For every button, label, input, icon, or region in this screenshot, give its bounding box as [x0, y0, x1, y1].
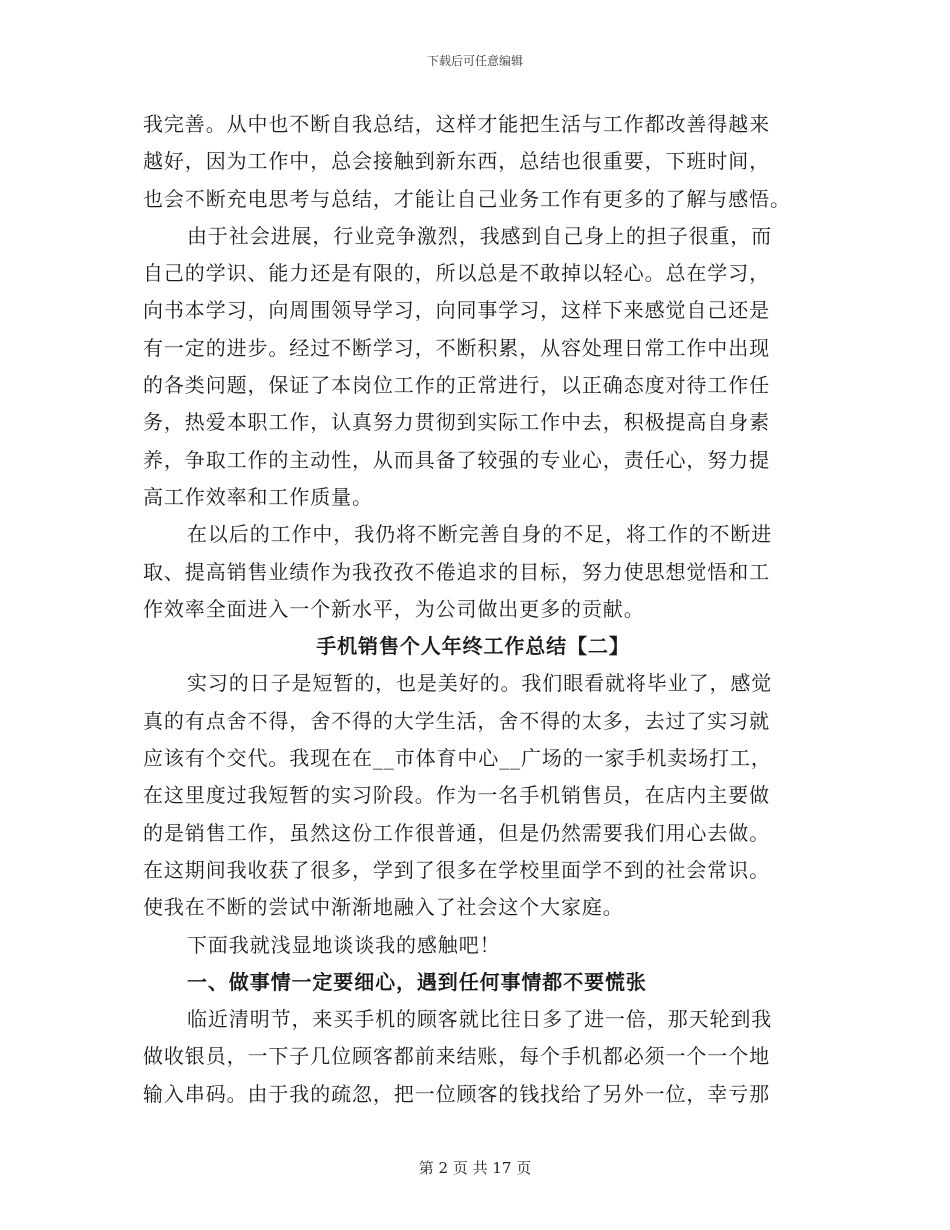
- paragraph-first-line: 在以后的工作中，我仍将不断完善自身的不足，将工作的不断进: [187, 522, 773, 547]
- section-title: 手机销售个人年终工作总结【二】: [316, 634, 630, 659]
- body-line: 应该有个交代。我现在在__市体育中心__广场的一家手机卖场打工，: [143, 746, 772, 771]
- body-line: 的各类问题，保证了本岗位工作的正常进行，以正确态度对待工作任: [143, 373, 770, 398]
- page-header: 下载后可任意编辑: [426, 54, 523, 68]
- body-line: 务，热爱本职工作，认真努力贯彻到实际工作中去，积极提高自身素: [143, 410, 770, 435]
- body-line: 向书本学习，向周围领导学习，向同事学习，这样下来感觉自己还是: [143, 298, 770, 323]
- body-line: 的是销售工作，虽然这份工作很普通，但是仍然需要我们用心去做。: [143, 820, 770, 845]
- body-line: 高工作效率和工作质量。: [143, 484, 373, 509]
- body-line: 真的有点舍不得，舍不得的大学生活，舍不得的太多，去过了实习就: [143, 708, 770, 733]
- document-body: [143, 106, 803, 1113]
- body-line: 取、提高销售业绩作为我孜孜不倦追求的目标，努力使思想觉悟和工: [143, 559, 770, 584]
- paragraph-first-line: 下面我就浅显地谈谈我的感触吧！: [187, 932, 501, 957]
- body-line: 输入串码。由于我的疏忽，把一位顾客的钱找给了另外一位，幸亏那: [143, 1081, 770, 1106]
- page-footer: 第 2 页 共 17 页: [418, 1159, 532, 1177]
- body-line: 在这里度过我短暂的实习阶段。作为一名手机销售员，在店内主要做: [143, 783, 770, 808]
- body-line: 使我在不断的尝试中渐渐地融入了社会这个大家庭。: [143, 895, 624, 920]
- body-line: 也会不断充电思考与总结，才能让自己业务工作有更多的了解与感悟。: [143, 186, 791, 211]
- body-line: 我完善。从中也不断自我总结，这样才能把生活与工作都改善得越来: [143, 112, 770, 136]
- body-line: 在这期间我收获了很多，学到了很多在学校里面学不到的社会常识。: [143, 857, 770, 882]
- body-line: 养，争取工作的主动性，从而具备了较强的专业心，责任心，努力提: [143, 447, 770, 472]
- body-line: 做收银员，一下子几位顾客都前来结账，每个手机都必须一个一个地: [143, 1044, 770, 1069]
- body-line: 越好，因为工作中，总会接触到新东西，总结也很重要，下班时间，: [143, 149, 770, 174]
- body-line: 有一定的进步。经过不断学习，不断积累，从容处理日常工作中出现: [143, 335, 770, 360]
- paragraph-first-line: 由于社会进展，行业竞争激烈，我感到自己身上的担子很重，而: [187, 223, 773, 248]
- body-line: 作效率全面进入一个新水平，为公司做出更多的贡献。: [143, 596, 645, 621]
- paragraph-first-line: 实习的日子是短暂的，也是美好的。我们眼看就将毕业了，感觉: [187, 671, 773, 696]
- paragraph-first-line: 临近清明节，来买手机的顾客就比往日多了进一倍，那天轮到我: [187, 1007, 773, 1032]
- body-line: 自己的学识、能力还是有限的，所以总是不敢掉以轻心。总在学习，: [143, 261, 770, 286]
- subsection-heading: 一、做事情一定要细心，遇到任何事情都不要慌张: [187, 969, 647, 994]
